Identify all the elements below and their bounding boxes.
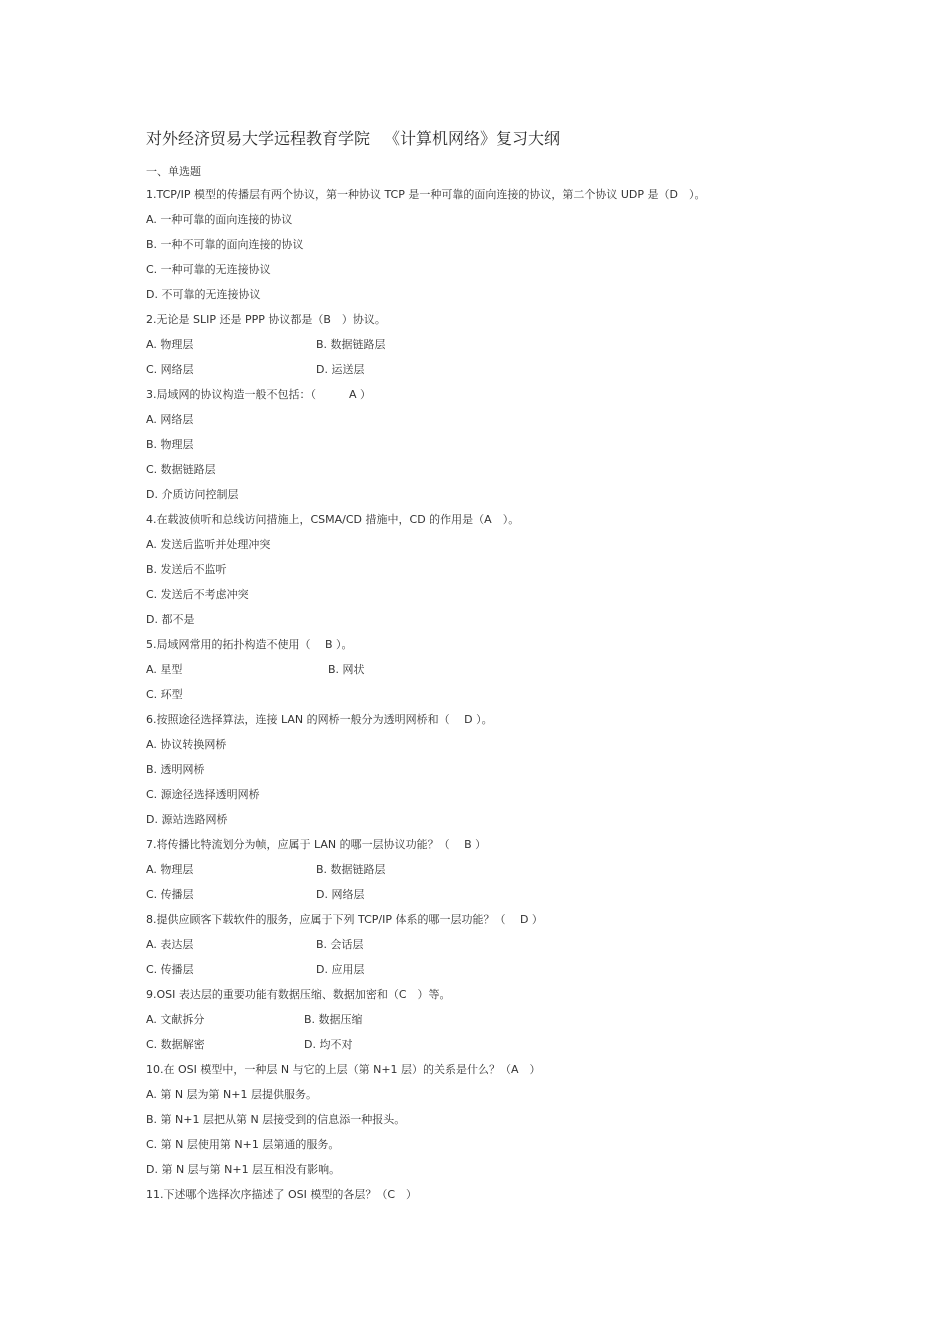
question-4-option-a: A. 发送后监听并处理冲突 <box>146 538 271 551</box>
section-heading: 一、单选题 <box>146 165 201 178</box>
question-1-option-c: C. 一种可靠的无连接协议 <box>146 263 271 276</box>
question-2-options-row-2 <box>146 361 906 386</box>
question-2-option-c: C. 网络层 <box>146 363 194 376</box>
question-2-option-d: D. 运送层 <box>316 363 365 376</box>
question-2-option-a: A. 物理层 <box>146 338 194 351</box>
question-2-option-b: B. 数据链路层 <box>316 338 386 351</box>
question-4-stem: 4.在载波侦听和总线访问措施上，CSMA/CD 措施中，CD 的作用是（A ）。 <box>146 513 520 526</box>
question-3-option-d: D. 介质访问控制层 <box>146 488 239 501</box>
question-4-option-d: D. 都不是 <box>146 613 195 626</box>
question-6-option-a: A. 协议转换网桥 <box>146 738 227 751</box>
question-7-stem: 7.将传播比特流划分为帧，应属于 LAN 的哪一层协议功能？（ B ） <box>146 838 487 851</box>
question-10-option-b: B. 第 N+1 层把从第 N 层接受到的信息添一种报头。 <box>146 1113 406 1126</box>
question-3-option-c: C. 数据链路层 <box>146 463 216 476</box>
question-1-option-a: A. 一种可靠的面向连接的协议 <box>146 213 293 226</box>
question-4-option-b: B. 发送后不监听 <box>146 563 227 576</box>
question-5-stem: 5.局域网常用的拓扑构造不使用（ B ）。 <box>146 638 353 651</box>
question-5-option-a: A. 星型 <box>146 663 183 676</box>
question-10-stem: 10.在 OSI 模型中，一种层 N 与它的上层（第 N+1 层）的关系是什么？（A ） <box>146 1063 541 1076</box>
question-3-option-b: B. 物理层 <box>146 438 194 451</box>
question-1-stem: 1.TCP/IP 模型的传播层有两个协议，第一种协议 TCP 是一种可靠的面向连接的协议，第二个协议 UDP 是（D ）。 <box>146 188 706 201</box>
question-3-stem: 3.局域网的协议构造一般不包括：（ A ） <box>146 388 372 401</box>
question-3-option-a: A. 网络层 <box>146 413 194 426</box>
question-8-options-row-2 <box>146 961 906 986</box>
document-title <box>146 126 560 149</box>
title-institution: 对外经济贸易大学远程教育学院 <box>146 129 371 148</box>
question-list <box>146 186 906 1211</box>
question-10-option-c: C. 第 N 层使用第 N+1 层第通的服务。 <box>146 1138 340 1151</box>
question-7-options-row-2 <box>146 886 906 911</box>
question-7-option-b: B. 数据链路层 <box>316 863 386 876</box>
question-6-option-c: C. 源途径选择透明网桥 <box>146 788 260 801</box>
question-6-stem: 6.按照途径选择算法，连接 LAN 的网桥一般分为透明网桥和（ D ）。 <box>146 713 493 726</box>
question-9-options-row-2 <box>146 1036 906 1061</box>
question-1-option-d: D. 不可靠的无连接协议 <box>146 288 261 301</box>
question-9-option-d: D. 均不对 <box>304 1038 353 1051</box>
question-10-option-a: A. 第 N 层为第 N+1 层提供服务。 <box>146 1088 317 1101</box>
question-5-option-b: B. 网状 <box>328 663 365 676</box>
question-7-option-a: A. 物理层 <box>146 863 194 876</box>
question-9-option-b: B. 数据压缩 <box>304 1013 363 1026</box>
question-7-option-c: C. 传播层 <box>146 888 194 901</box>
question-2-stem: 2.无论是 SLIP 还是 PPP 协议都是（B ）协议。 <box>146 313 386 326</box>
question-9-option-a: A. 文献拆分 <box>146 1013 205 1026</box>
question-6-option-b: B. 透明网桥 <box>146 763 205 776</box>
question-8-options-row-1 <box>146 936 906 961</box>
question-7-options-row-1 <box>146 861 906 886</box>
question-9-stem: 9.OSI 表达层的重要功能有数据压缩、数据加密和（C ）等。 <box>146 988 451 1001</box>
question-8-option-b: B. 会话层 <box>316 938 364 951</box>
question-5-option-c: C. 环型 <box>146 688 183 701</box>
question-9-options-row-1 <box>146 1011 906 1036</box>
question-11-stem: 11.下述哪个选择次序描述了 OSI 模型的各层？（C ） <box>146 1188 418 1201</box>
question-1-option-b: B. 一种不可靠的面向连接的协议 <box>146 238 304 251</box>
question-8-option-c: C. 传播层 <box>146 963 194 976</box>
question-10-option-d: D. 第 N 层与第 N+1 层互相没有影响。 <box>146 1163 341 1176</box>
question-6-option-d: D. 源站选路网桥 <box>146 813 228 826</box>
title-course: 《计算机网络》复习大纲 <box>384 129 561 148</box>
question-8-option-a: A. 表达层 <box>146 938 194 951</box>
question-9-option-c: C. 数据解密 <box>146 1038 205 1051</box>
question-8-option-d: D. 应用层 <box>316 963 365 976</box>
question-7-option-d: D. 网络层 <box>316 888 365 901</box>
question-8-stem: 8.提供应顾客下载软件的服务，应属于下列 TCP/IP 体系的哪一层功能？（ D ） <box>146 913 543 926</box>
question-2-options-row-1 <box>146 336 906 361</box>
question-5-options-row-1 <box>146 661 906 686</box>
question-4-option-c: C. 发送后不考虑冲突 <box>146 588 249 601</box>
